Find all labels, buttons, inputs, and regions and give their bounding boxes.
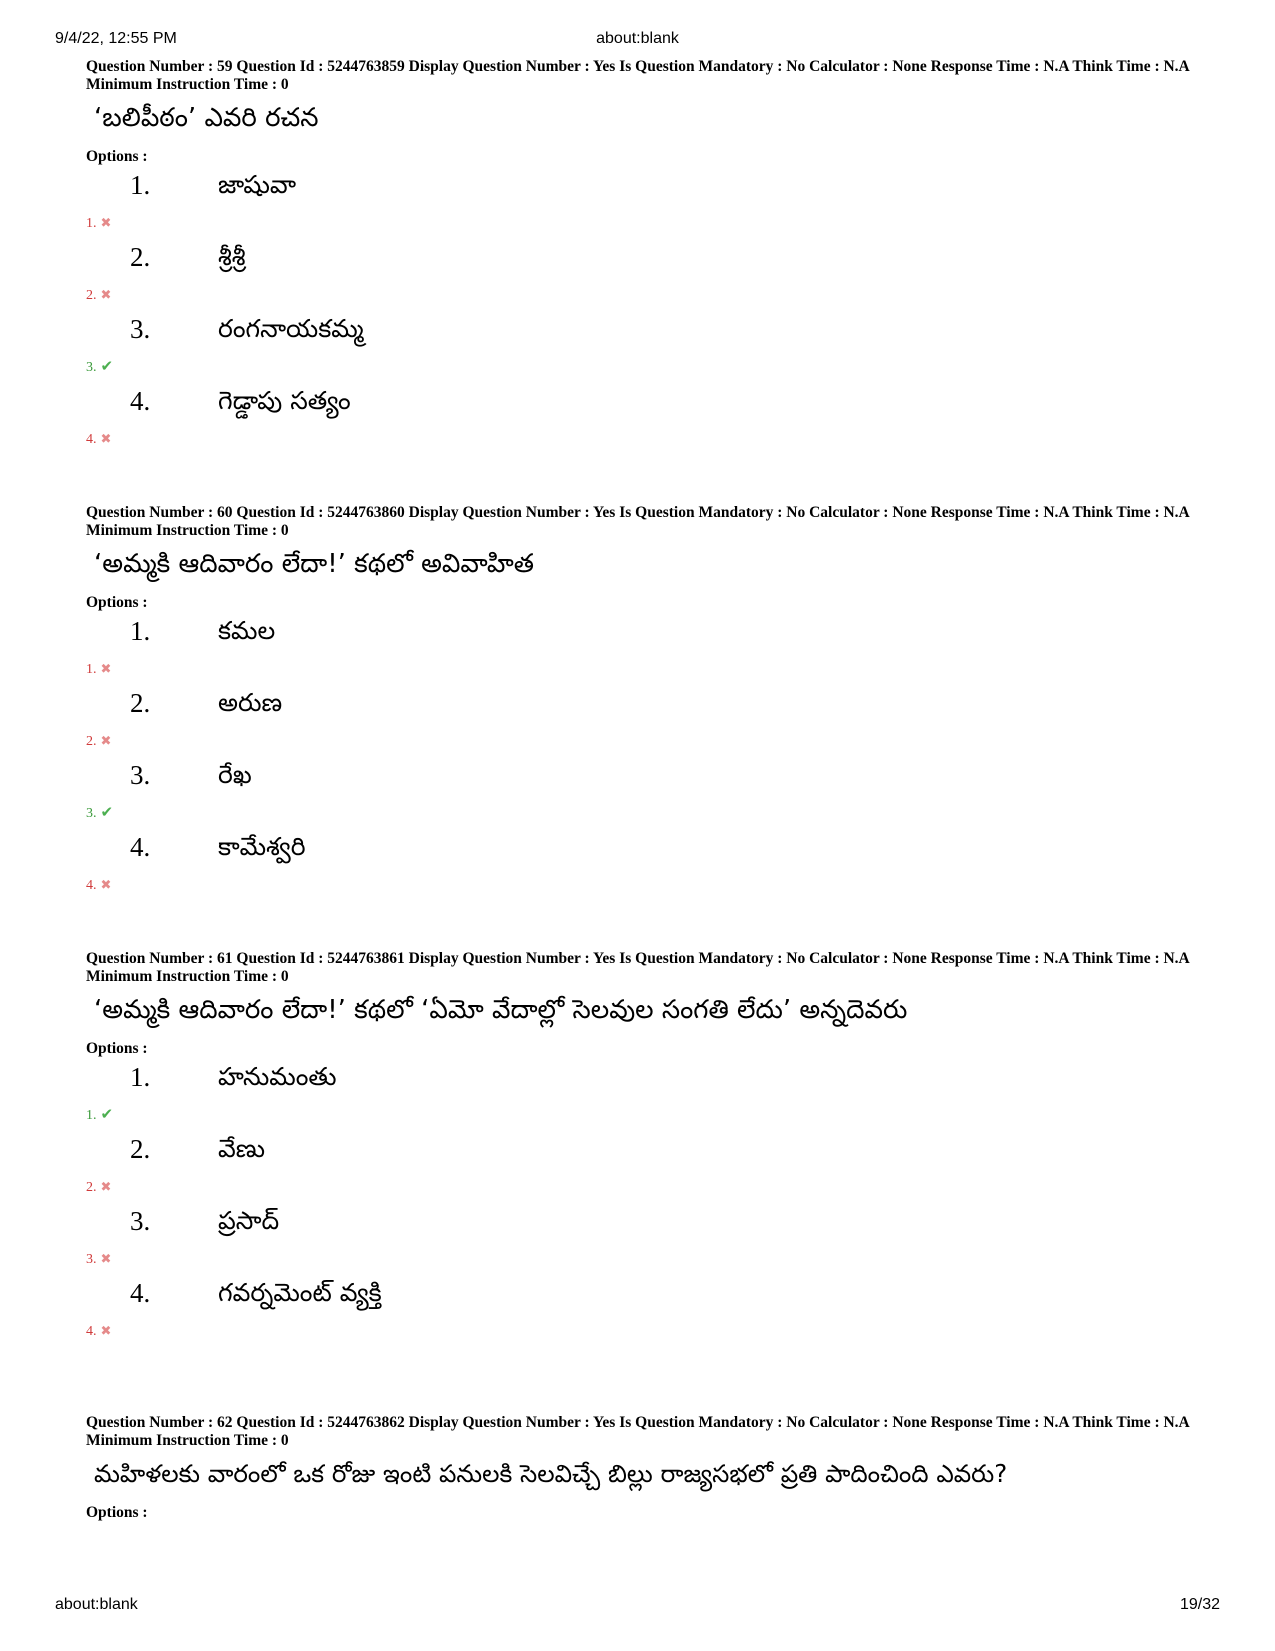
option-tag: 2. ✖ <box>86 288 112 303</box>
cross-icon: ✖ <box>100 432 112 447</box>
option-tag: 1. ✔ <box>86 1105 114 1123</box>
option-row <box>86 310 1206 382</box>
question-text: ‘అమ్మకి ఆదివారం లేదా!’ కథలో అవివాహిత <box>94 549 534 579</box>
cross-icon: ✖ <box>100 1252 112 1267</box>
option-text: కమల <box>218 616 276 645</box>
option-row <box>86 1058 1206 1130</box>
options-label: Options : <box>86 594 148 611</box>
option-tag: 2. ✖ <box>86 734 112 749</box>
option-number: 2. <box>130 1134 151 1164</box>
cross-icon: ✖ <box>100 734 112 749</box>
option-tag: 3. ✔ <box>86 357 114 375</box>
option-text: గెడ్డాపు సత్యం <box>218 386 351 415</box>
cross-icon: ✖ <box>100 288 112 303</box>
option-text: శ్రీశ్రీ <box>218 242 246 271</box>
option-number: 1. <box>130 170 151 200</box>
option-number: 3. <box>130 1206 151 1236</box>
page-number: 19/32 <box>1179 1596 1220 1613</box>
option-row <box>86 828 1206 900</box>
option-row <box>86 1130 1206 1202</box>
cross-icon: ✖ <box>100 878 112 893</box>
options-label: Options : <box>86 1040 148 1057</box>
question-block <box>86 58 1206 454</box>
option-number: 3. <box>130 760 151 790</box>
option-number: 1. <box>130 1062 151 1092</box>
question-block <box>86 1414 1206 1522</box>
option-row <box>86 166 1206 238</box>
question-block <box>86 950 1206 1346</box>
option-tag: 4. ✖ <box>86 878 112 893</box>
option-number: 4. <box>130 832 151 862</box>
option-row <box>86 1202 1206 1274</box>
cross-icon: ✖ <box>100 1324 112 1339</box>
cross-icon: ✖ <box>100 1180 112 1195</box>
option-tag: 4. ✖ <box>86 432 112 447</box>
print-datetime: 9/4/22, 12:55 PM <box>55 30 177 47</box>
option-text: వేణు <box>218 1134 266 1163</box>
option-tag: 1. ✖ <box>86 216 112 231</box>
option-number: 1. <box>130 616 151 646</box>
option-tag: 3. ✔ <box>86 803 114 821</box>
question-text: ‘అమ్మకి ఆదివారం లేదా!’ కథలో ‘ఏమో వేదాల్లో సెలవుల సంగతి లేదు’ అన్నదెవరు <box>94 995 908 1025</box>
print-page-title: about:blank <box>596 30 679 47</box>
option-tag: 1. ✖ <box>86 662 112 677</box>
option-row <box>86 756 1206 828</box>
option-text: రంగనాయకమ్మ <box>218 314 364 343</box>
option-text: రేఖ <box>218 760 252 789</box>
check-icon: ✔ <box>100 803 114 821</box>
option-tag: 4. ✖ <box>86 1324 112 1339</box>
print-footer-url: about:blank <box>55 1596 138 1613</box>
option-number: 4. <box>130 386 151 416</box>
option-text: ప్రసాద్ <box>218 1206 280 1235</box>
option-tag: 2. ✖ <box>86 1180 112 1195</box>
option-text: జాషువా <box>218 170 297 199</box>
option-row <box>86 238 1206 310</box>
options-label: Options : <box>86 1504 148 1521</box>
cross-icon: ✖ <box>100 216 112 231</box>
option-number: 2. <box>130 688 151 718</box>
option-text: గవర్నమెంట్ వ్యక్తి <box>218 1278 382 1307</box>
option-tag: 3. ✖ <box>86 1252 112 1267</box>
check-icon: ✔ <box>100 1105 114 1123</box>
question-block <box>86 504 1206 900</box>
cross-icon: ✖ <box>100 662 112 677</box>
option-number: 3. <box>130 314 151 344</box>
option-number: 2. <box>130 242 151 272</box>
question-meta: Question Number : 60 Question Id : 5244763860 Display Question Number : Yes Is Question Mandatory : No Calculator : None Response Time : N.A Think Time : N.A Minimum Instruction Time : 0 <box>86 504 1189 539</box>
option-text: అరుణ <box>218 688 283 717</box>
option-row <box>86 1274 1206 1346</box>
question-meta: Question Number : 61 Question Id : 5244763861 Display Question Number : Yes Is Question Mandatory : No Calculator : None Response Time : N.A Think Time : N.A Minimum Instruction Time : 0 <box>86 950 1189 985</box>
question-text: మహిళలకు వారంలో ఒక రోజు ఇంటి పనులకి సెలవిచ్చే బిల్లు రాజ్యసభలో ప్రతి పాదించింది ఎవరు? <box>94 1459 1008 1488</box>
option-row <box>86 382 1206 454</box>
option-row <box>86 612 1206 684</box>
option-text: హనుమంతు <box>218 1062 337 1091</box>
question-meta: Question Number : 62 Question Id : 5244763862 Display Question Number : Yes Is Question Mandatory : No Calculator : None Response Time : N.A Think Time : N.A Minimum Instruction Time : 0 <box>86 1414 1189 1449</box>
options-label: Options : <box>86 148 148 165</box>
question-meta: Question Number : 59 Question Id : 5244763859 Display Question Number : Yes Is Question Mandatory : No Calculator : None Response Time : N.A Think Time : N.A Minimum Instruction Time : 0 <box>86 58 1189 93</box>
check-icon: ✔ <box>100 357 114 375</box>
option-number: 4. <box>130 1278 151 1308</box>
option-text: కామేశ్వరి <box>218 832 306 861</box>
question-text: ‘బలిపీఠం’ ఎవరి రచన <box>94 103 319 133</box>
option-row <box>86 684 1206 756</box>
